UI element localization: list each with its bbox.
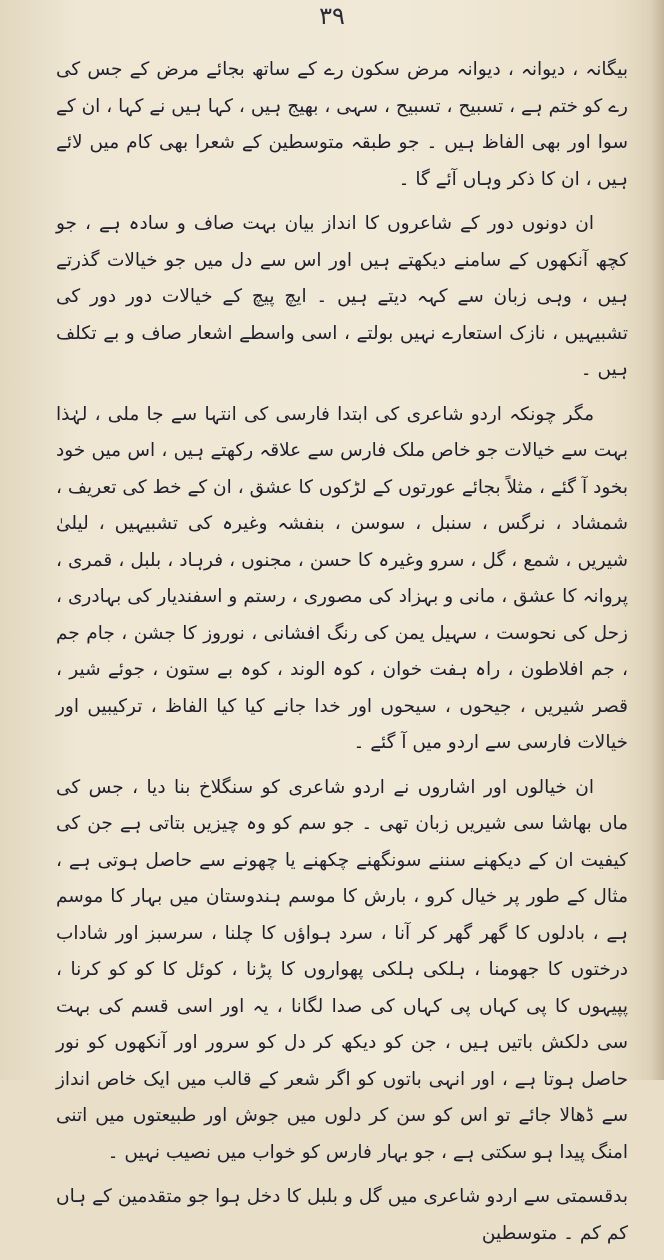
paragraph-1: بیگانہ ، دیوانہ ، دیوانہ مرض سکون رے کے ساتھ بجائے مرض کے جس کی رے کو ختم ہے ، تسبیح ، تسبیح ، سہی ، بھیج ہیں ، کہا ہیں نے کہا ، ان کے سوا اور بھی الفاظ ہیں ۔ جو طبقہ متوسطین کے شعرا بھی کام میں لائے ہیں ، ان کا ذکر وہاں آئے گا ۔ (56, 59, 628, 190)
paragraph-5: بدقسمتی سے اردو شاعری میں گل و بلبل کا دخل ہوا جو متقدمین کے ہاں کم کم ۔ متوسطین (56, 1186, 628, 1244)
page-body (56, 52, 628, 1260)
paragraph-4: ان خیالوں اور اشاروں نے اردو شاعری کو سنگلاخ بنا دیا ، جس کی ماں بھاشا سی شیریں زبان تھی ۔ جو سم کو وہ چیزیں بتاتی ہے جن کی کیفیت ان کے دیکھنے سننے سونگھنے چکھنے یا چھونے سے حاصل ہوتی ہے ، مثال کے طور پر خیال کرو ، بارش کا موسم ہندوستان میں بہار کا موسم ہے ، بادلوں کا گھر گھر کر آنا ، سرد ہواؤں کا چلنا ، سرسبز اور شاداب درختوں کا جھومنا ، ہلکی ہلکی پھواروں کا پڑنا ، کوئل کا کو کو کرنا ، پپیہوں کا پی کہاں پی کہاں کی صدا لگانا ، یہ اور اسی قسم کی بہت سی دلکش باتیں ہیں ، جن کو دیکھ کر دل کو سرور اور آنکھوں کو نور حاصل ہوتا ہے ، اور انہی باتوں کو اگر شعر کے قالب میں ایک خاص انداز سے ڈھالا جائے تو اس کو سن کر دلوں میں جوش اور طبیعتوں میں اتنی امنگ پیدا ہو سکتی ہے ، جو بہار فارس کو خواب میں نصیب نہیں ۔ (56, 776, 628, 1163)
paragraph-3: مگر چونکہ اردو شاعری کی ابتدا فارسی کی انتہا سے جا ملی ، لہٰذا بہت سے خیالات جو خاص ملک فارس سے علاقہ رکھتے ہیں ، اس میں خود بخود آ گئے ، مثلاً بجائے عورتوں کے لڑکوں کا عشق ، ان کے خط کی تعریف ، شمشاد ، نرگس ، سنبل ، سوسن ، بنفشہ وغیرہ کی تشبیہیں ، لیلیٰ شیریں ، شمع ، گل ، سرو وغیرہ کا حسن ، مجنوں ، فرہاد ، بلبل ، قمری ، پروانہ کا عشق ، مانی و بہزاد کی مصوری ، رستم و اسفندیار کی بہادری ، زحل کی نحوست ، سہیل یمن کی رنگ افشانی ، نوروز کا جشن ، جام جم ، جم افلاطون ، راہ ہفت خوان ، کوہ الوند ، کوہ بے ستون ، جوئے شیر ، قصر شیریں ، جیحوں ، سیحوں اور خدا جانے کیا کیا الفاظ ، ترکیبیں اور خیالات فارسی سے اردو میں آ گئے ۔ (56, 403, 628, 753)
page-number: ۳۹ (319, 2, 345, 30)
page-edge-shadow (650, 0, 664, 1080)
paragraph-2: ان دونوں دور کے شاعروں کا انداز بیان بہت صاف و سادہ ہے ، جو کچھ آنکھوں کے سامنے دیکھتے ہیں اور اس سے دل میں جو خیالات گذرتے ہیں ، وہی زبان سے کہہ دیتے ہیں ۔ ایچ پیچ کے خیالات دور دور کی تشبیہیں ، نازک استعارے نہیں بولتے ، اسی واسطے اشعار صاف و بے تکلف ہیں ۔ (56, 213, 628, 380)
